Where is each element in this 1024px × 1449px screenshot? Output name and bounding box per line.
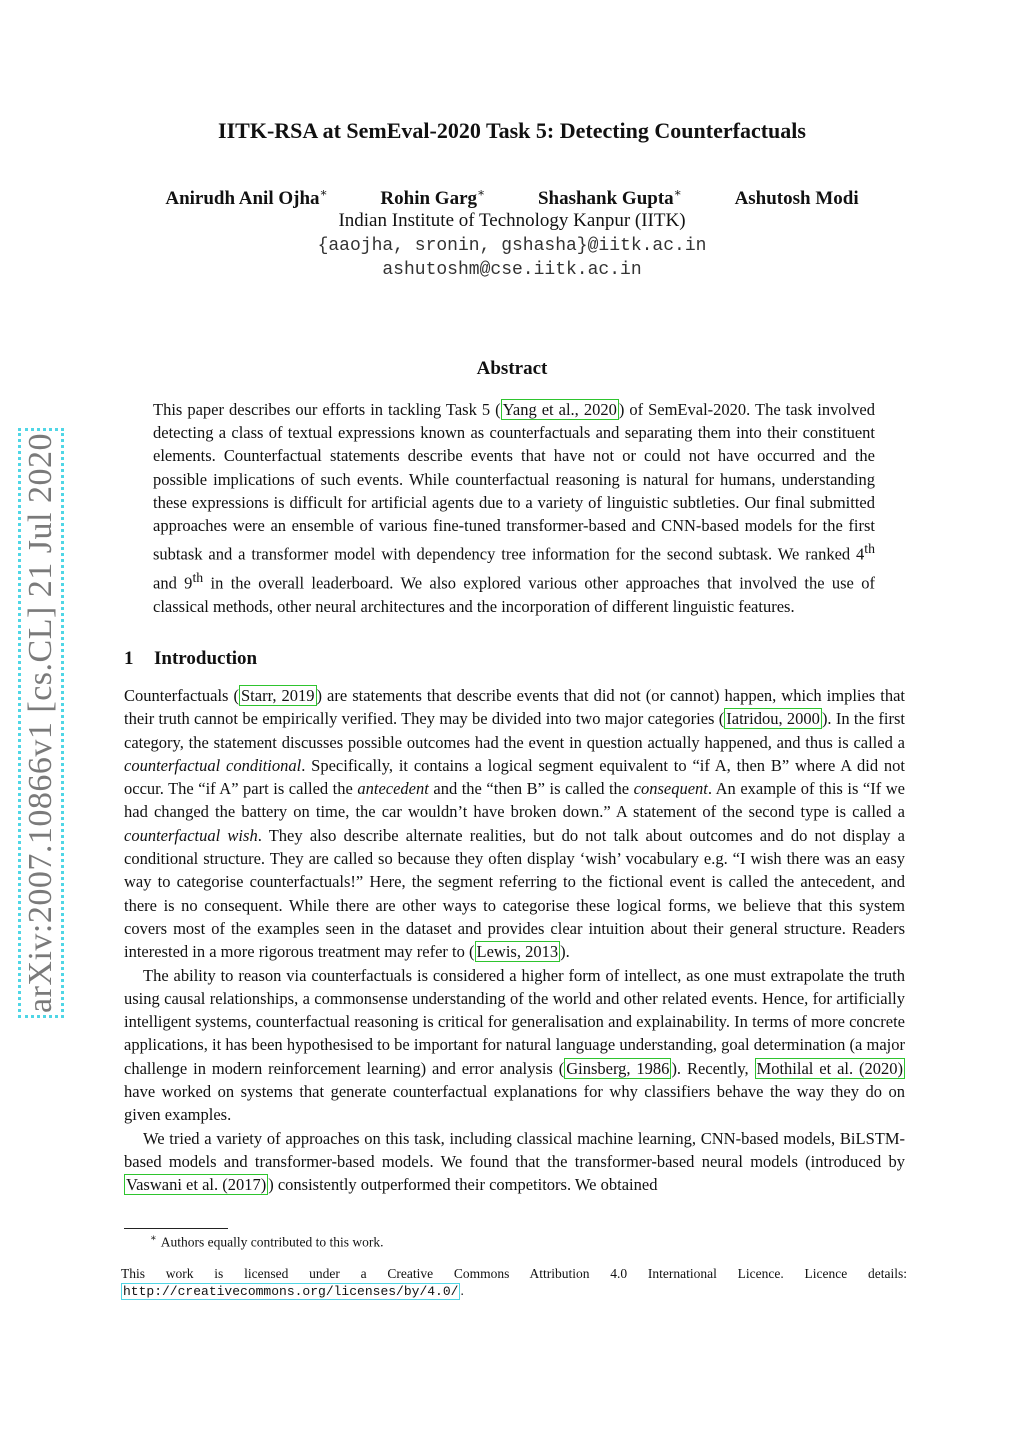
licence-url-link[interactable]: http://creativecommons.org/licenses/by/4.0/ — [123, 1284, 459, 1299]
author-emails: {aaojha, sronin, gshasha}@iitk.ac.in — [317, 236, 707, 256]
citation-link[interactable]: Starr, 2019 — [240, 686, 315, 705]
section-number: 1 — [124, 648, 134, 669]
citation-link[interactable]: Yang et al., 2020 — [502, 400, 617, 419]
citation-link[interactable]: Vaswani et al. (2017) — [126, 1175, 267, 1195]
paragraph: We tried a variety of approaches on this task, including classical machine learning, CNN-based models, BiLSTM-based models and transformer-based models. We found that the transformer-based neural models (introduced by Vaswani et al. (2017) ) consistently outperformed their competitors. We obtained — [124, 1128, 905, 1195]
author-name: Anirudh Anil Ojha∗ — [165, 186, 328, 210]
abstract-body: This paper describes our efforts in tackling Task 5 ( Yang et al., 2020 ) of SemEval-2020. The task involved detecting a class of textual expressions known as counterfactuals and separating them into their constituent elements. Counterfactual statements describe events that have not or could not have occurred and the possible implications of such events. While counterfactual reasoning is natural for humans, understanding these expressions is difficult for artificial agents due to a variety of linguistic subtleties. Our final submitted approaches were an ensemble of various fine-tuned transformer-based and CNN-based models for the first subtask and a transformer model with dependency tree information for the second subtask. We ranked 4th and 9th in the overall leaderboard. We also explored various other approaches that involved the use of classical methods, other neural architectures and the incorporation of different linguistic features. — [153, 400, 876, 616]
arxiv-identifier-stamp — [18, 428, 64, 1018]
introduction-body — [124, 684, 905, 1197]
footnote: ∗ Authors equally contributed to this work. — [150, 1233, 384, 1250]
section-heading — [124, 648, 257, 670]
author-name: Shashank Gupta∗ — [537, 186, 682, 210]
citation-link[interactable]: Iatridou, 2000 — [726, 709, 820, 729]
author-name: Ashutosh Modi — [734, 188, 859, 210]
affiliation: Indian Institute of Technology Kanpur (IITK) — [338, 210, 686, 231]
author-email: ashutoshm@cse.iitk.ac.in — [382, 260, 642, 280]
author-name: Rohin Garg∗ — [380, 186, 486, 210]
footnote-divider — [124, 1228, 228, 1229]
paper-title: IITK-RSA at SemEval-2020 Task 5: Detecting Counterfactuals — [218, 118, 806, 143]
paragraph: Counterfactuals ( Starr, 2019 ) are statements that describe events that did not (or cannot) happen, which implies that their truth cannot be empirically verified. They may be divided into two major categories ( Iatridou, 2000 ). In the first category, the statement discusses possible outcomes had the event in question actually happened, and thus is called a counterfactual conditional. Specifically, it contains a logical segment equivalent to “if A, then B” where A did not occur. The “if A” part is called the antecedent and the “then B” is called the consequent. An example of this is “If we had changed the battery on time, the car wouldn’t have broken down.” A statement of the second type is called a counterfactual wish. They also describe alternate realities, but do not talk about outcomes and do not display a conditional structure. They are called so because they often display ‘wish’ vocabulary e.g. “I wish there was an easy way to categorise counterfactuals!” Here, the segment referring to the fictional event is called the antecedent, and there is no consequent. While there are other ways to categorise these logical forms, we believe that this system covers most of the examples seen in the dataset and provides clear intuition about their general structure. Readers interested in a more rigorous treatment may refer to ( Lewis, 2013 ). — [124, 686, 906, 962]
abstract-heading: Abstract — [476, 358, 548, 379]
author-list — [0, 186, 1024, 210]
citation-link[interactable]: Ginsberg, 1986 — [566, 1058, 670, 1078]
citation-link[interactable]: Mothilal et al. (2020) — [756, 1058, 903, 1078]
paragraph: The ability to reason via counterfactuals is considered a higher form of intellect, as one must extrapolate the truth using causal relationships, a commonsense understanding of the world and other related events. Hence, for artificially intelligent systems, counterfactual reasoning is critical for generalisation and explainability. In terms of more concrete applications, it has been hypothesised to be important for natural language understanding, goal determination (a major challenge in modern reinforcement learning) and error analysis ( Ginsberg, 1986 ). Recently, Mothilal et al. (2020) have worked on systems that generate counterfactual explanations for why classifiers behave the way they do on given examples. — [124, 965, 905, 1125]
licence-notice: This work is licensed under a Creative Commons Attribution 4.0 International Licence. Licence details: http://creativecommons.org/licenses/by/4.0/ . — [121, 1266, 907, 1299]
citation-link[interactable]: Lewis, 2013 — [476, 942, 559, 962]
section-title: Introduction — [154, 648, 258, 669]
licence-text: This work is licensed under a Creative Commons Attribution 4.0 International Licence. Licence details: — [121, 1266, 907, 1281]
arxiv-identifier-text: arXiv:2007.10866v1 [cs.CL] 21 Jul 2020 — [22, 433, 59, 1013]
